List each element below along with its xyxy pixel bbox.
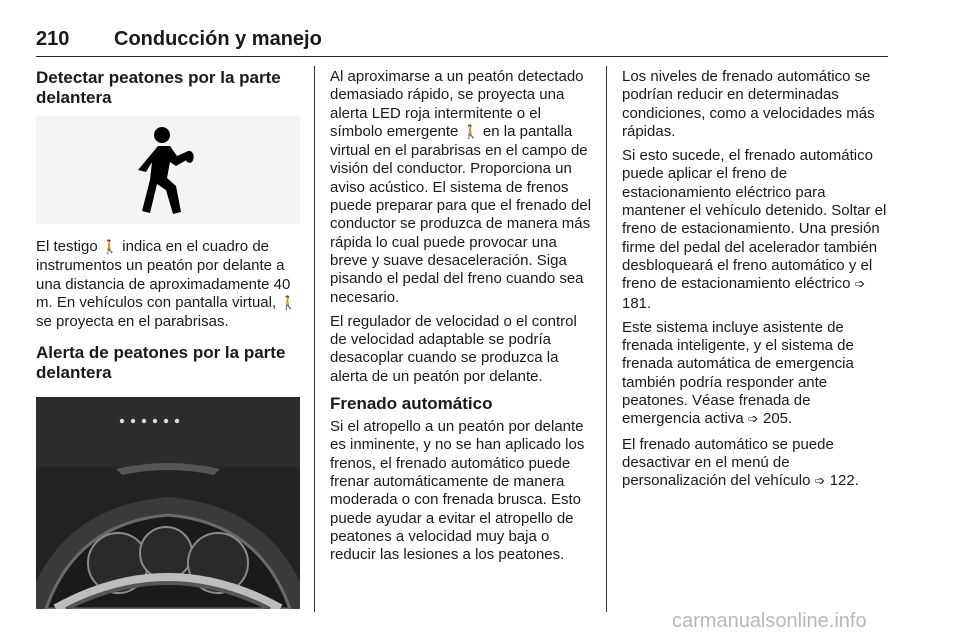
- personalization-paragraph: El frenado automático se puede desactivar en el menú de personalización del vehículo ➩ 122.: [622, 435, 859, 490]
- page-header: [36, 28, 888, 57]
- indicator-paragraph: El testigo 🚶 indica en el cuadro de instrumentos un peatón por delante a una distancia de aproximadamente 40 m. En vehículos con pantalla virtual, 🚶 se proyecta en el parabrisas.: [36, 238, 297, 331]
- section-heading-detect: Detectar peatones por la parte delantera: [36, 68, 281, 107]
- dashboard-figure: [36, 397, 300, 609]
- column-1: [36, 68, 300, 623]
- page-ref-arrow-icon: ➩: [854, 277, 866, 293]
- section-heading-alert: Alerta de peatones por la parte delantera: [36, 343, 286, 383]
- pedestrian-icon-inline: 🚶: [101, 240, 119, 255]
- page-ref-arrow-icon: ➩: [814, 474, 826, 490]
- parking-brake-paragraph: Si esto sucede, el frenado automático puede aplicar el freno de estacionamiento eléctrico para mantener el vehículo detenido. Soltar el freno de estacionamiento. Una presión firme del pedal del acelerador también desbloqueará el freno automático y el freno de estacionamiento eléctrico ➩ 181.: [622, 147, 887, 312]
- page-ref-link[interactable]: 181.: [622, 294, 652, 312]
- watermark-text: carmanualsonline.info: [672, 610, 867, 632]
- brake-levels-paragraph: Los niveles de frenado automático se podrían reducir en determinadas condiciones, como a velocidades más rápidas.: [622, 68, 875, 140]
- page-number: 210: [36, 28, 70, 50]
- pedestrian-indicator-figure: [36, 116, 300, 224]
- pedestrian-icon: [36, 116, 300, 224]
- dashboard-illustration: [36, 397, 300, 609]
- column-divider-2: [606, 66, 607, 612]
- alert-paragraph: Al aproximarse a un peatón detectado demasiado rápido, se proyecta una alerta LED roja intermitente o el símbolo emergente 🚶 en la pantalla virtual en el parabrisas en el campo de visión del conductor. Proporciona un aviso acústico. El sistema de frenos puede preparar para que el frenado del conductor se produzca de manera más rápida lo cual puede provocar una breve y suave desaceleración. Siga pisando el pedal del freno cuando sea necesario.: [330, 68, 592, 306]
- column-2: [330, 68, 592, 570]
- chapter-title: Conducción y manejo: [114, 28, 322, 50]
- column-divider-1: [314, 66, 315, 612]
- pedestrian-icon-inline: 🚶: [280, 295, 297, 311]
- page-ref-arrow-icon: ➩: [747, 412, 759, 428]
- page-ref-link[interactable]: 205.: [758, 410, 793, 428]
- page-ref-link[interactable]: 122.: [825, 472, 859, 490]
- section-heading-auto-brake: Frenado automático: [330, 394, 493, 414]
- column-3: [622, 68, 890, 498]
- auto-brake-paragraph: Si el atropello a un peatón por delante es inminente, y no se han aplicado los frenos, el frenado automático puede frenar automáticamente de manera moderada o con frenada brusca. Esto puede ayudar a evitar el atropello de peatones a velocidad muy baja o reducir las lesiones a los peatones.: [330, 418, 585, 564]
- pedestrian-icon-inline: 🚶: [462, 124, 479, 140]
- brake-assist-paragraph: Este sistema incluye asistente de frenada inteligente, y el sistema de frenada automática de emergencia también podría responder ante peatones. Véase frenada de emergencia activa ➩ 205.: [622, 318, 854, 428]
- cruise-control-paragraph: El regulador de velocidad o el control de velocidad adaptable se podría desacoplar cuando se produzca la alerta de un peatón por delante.: [330, 312, 577, 385]
